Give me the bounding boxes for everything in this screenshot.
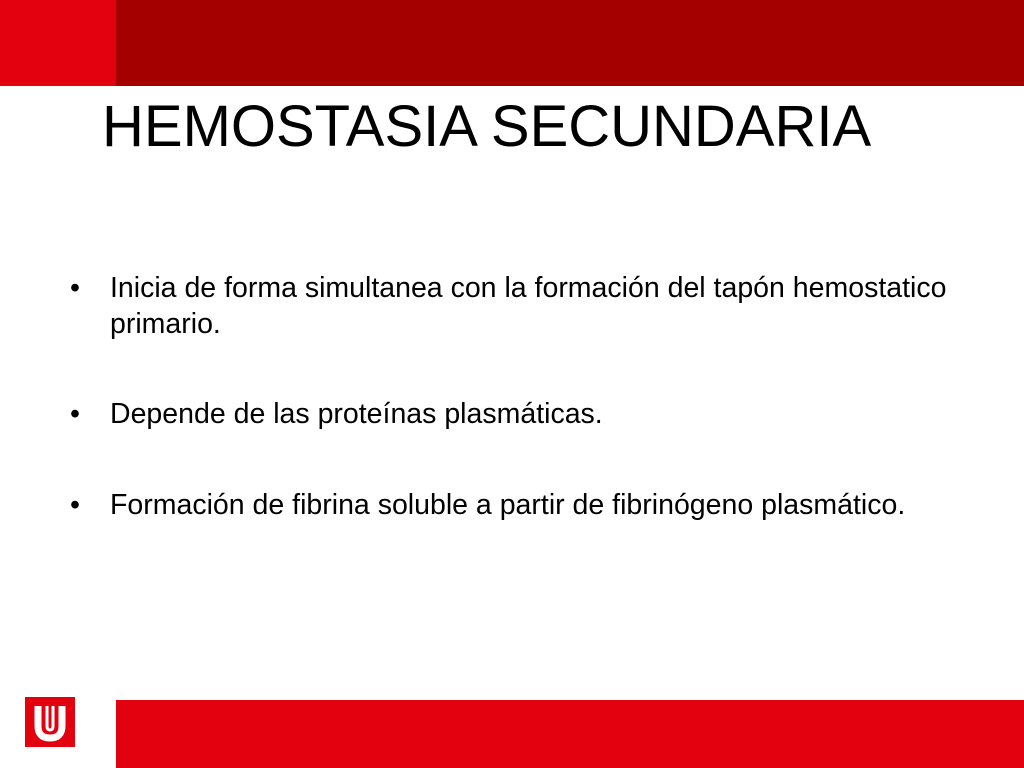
bullet-list	[70, 270, 950, 577]
bullet-item	[70, 270, 950, 342]
bullet-dot: •	[70, 398, 80, 430]
bullet-text: Formación de fibrina soluble a partir de fibrinógeno plasmático.	[110, 489, 906, 521]
bullet-text: Inicia de forma simultanea con la formación del tapón hemostatico primario.	[110, 272, 947, 340]
bullet-item	[70, 487, 950, 523]
bottom-bar	[116, 700, 1024, 768]
bullet-item	[70, 396, 950, 432]
top-bar	[116, 0, 1024, 86]
top-bar-accent	[0, 0, 116, 86]
bullet-text: Depende de las proteínas plasmáticas.	[110, 398, 603, 430]
slide-title: HEMOSTASIA SECUNDARIA	[102, 94, 872, 159]
bullet-dot: •	[70, 489, 80, 521]
university-logo-icon	[25, 697, 75, 747]
bullet-dot: •	[70, 272, 80, 304]
